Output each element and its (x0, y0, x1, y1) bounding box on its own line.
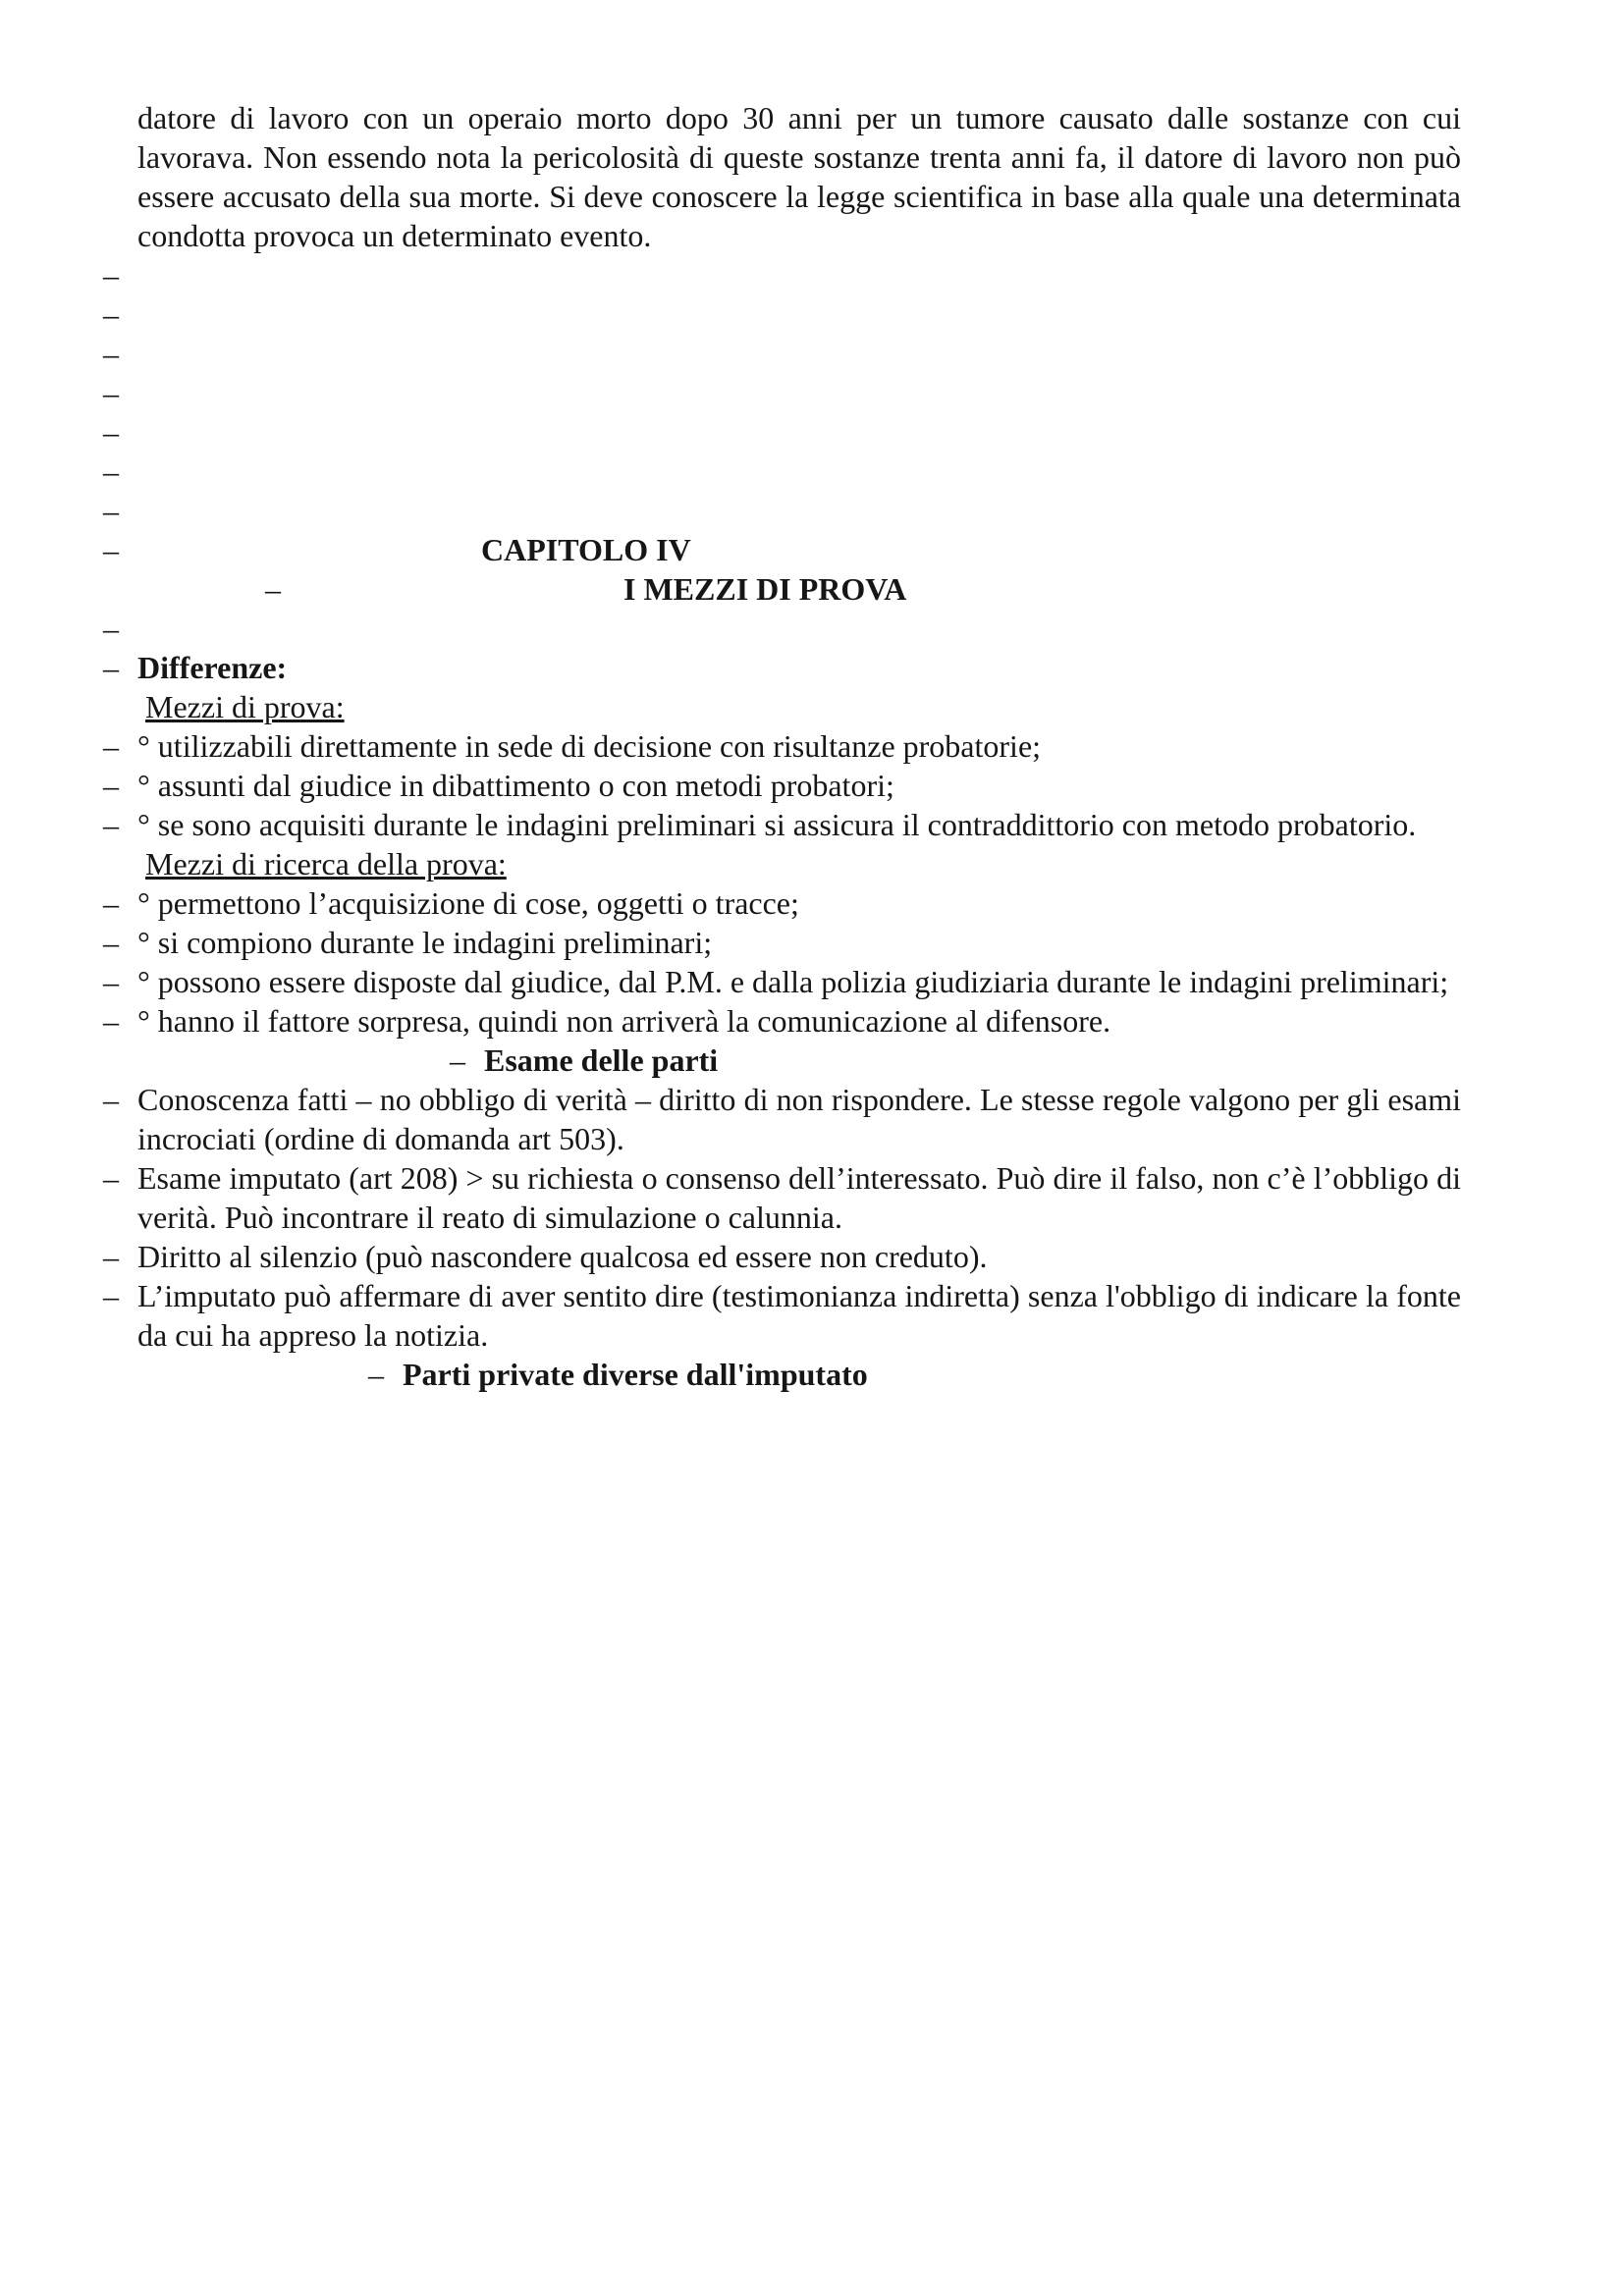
bullet-dash: – (103, 532, 119, 567)
empty-bullet-row (103, 452, 1461, 491)
bullet-dash: – (103, 1082, 119, 1117)
empty-bullet-row (103, 334, 1461, 373)
list-item-text: ° permettono l’acquisizione di cose, oggetti o tracce; (137, 885, 799, 921)
bullet-dash: – (103, 1278, 119, 1313)
empty-bullet-row (103, 491, 1461, 530)
section-heading-parti-private (103, 1355, 1461, 1394)
bullet-dash: – (368, 1357, 384, 1392)
list-item (103, 1158, 1461, 1237)
bullet-dash: – (103, 414, 119, 450)
differenze-label: Differenze: (137, 650, 288, 685)
section-heading-mezzi-di-prova (103, 687, 1461, 726)
list-item-text: ° utilizzabili direttamente in sede di decisione con risultanze probatorie; (137, 728, 1042, 764)
chapter-number-heading: CAPITOLO IV (481, 532, 691, 567)
empty-bullet-row (103, 255, 1461, 294)
bullet-dash: – (103, 611, 119, 646)
list-item (103, 883, 1461, 923)
list-item-text: L’imputato può affermare di aver sentito dire (testimonianza indiretta) senza l'obbligo di indicare la fonte da cui ha appreso la notizia. (137, 1278, 1461, 1353)
bullet-dash: – (103, 493, 119, 528)
empty-bullet-row (103, 412, 1461, 452)
bullet-dash: – (103, 1239, 119, 1274)
mezzi-di-prova-heading: Mezzi di prova: (145, 689, 345, 724)
list-item (103, 766, 1461, 805)
bullet-dash: – (103, 650, 119, 685)
bullet-dash: – (103, 336, 119, 371)
list-item-text: ° se sono acquisiti durante le indagini preliminari si assicura il contraddittorio con metodo probatorio. (137, 807, 1417, 842)
list-item-text: ° si compiono durante le indagini preliminari; (137, 925, 713, 960)
bullet-dash: – (103, 768, 119, 803)
list-item (103, 962, 1461, 1001)
list-item (103, 1276, 1461, 1355)
bullet-dash: – (103, 964, 119, 999)
section-heading-esame-delle-parti (103, 1041, 1461, 1080)
chapter-number-row (103, 530, 1461, 569)
list-item (103, 1001, 1461, 1041)
list-item (103, 1237, 1461, 1276)
section-heading-mezzi-di-ricerca (103, 844, 1461, 883)
list-item (103, 726, 1461, 766)
parti-private-heading: Parti private diverse dall'imputato (403, 1357, 868, 1392)
list-item-text: Diritto al silenzio (può nascondere qualcosa ed essere non creduto). (137, 1239, 988, 1274)
list-item-differenze (103, 648, 1461, 687)
bullet-dash: – (103, 1003, 119, 1039)
esame-delle-parti-heading: Esame delle parti (484, 1042, 719, 1078)
list-item-text: ° assunti dal giudice in dibattimento o con metodi probatori; (137, 768, 894, 803)
bullet-dash: – (103, 454, 119, 489)
empty-bullet-row (103, 373, 1461, 412)
list-item-text: Conoscenza fatti – no obbligo di verità – diritto di non rispondere. Le stesse regole valgono per gli esami incrociati (ordine di domanda art 503). (137, 1082, 1461, 1156)
empty-bullet-row (103, 609, 1461, 648)
list-item-text: Esame imputato (art 208) > su richiesta o consenso dell’interessato. Può dire il falso, non c’è l’obbligo di verità. Può incontrare il reato di simulazione o calunnia. (137, 1160, 1461, 1235)
list-item (103, 923, 1461, 962)
list-item-text: ° hanno il fattore sorpresa, quindi non arriverà la comunicazione al difensore. (137, 1003, 1111, 1039)
intro-paragraph: datore di lavoro con un operaio morto dopo 30 anni per un tumore causato dalle sostanze con cui lavorava. Non essendo nota la pericolosità di queste sostanze trenta anni fa, il datore di lavoro non può essere accusato della sua morte. Si deve conoscere la legge scientifica in base alla quale una determinata condotta provoca un determinato evento. (137, 100, 1461, 253)
bullet-dash: – (103, 296, 119, 332)
bullet-dash: – (265, 571, 281, 607)
bullet-dash: – (103, 1160, 119, 1196)
bullet-dash: – (103, 807, 119, 842)
mezzi-di-ricerca-heading: Mezzi di ricerca della prova: (145, 846, 507, 881)
bullet-dash: – (103, 375, 119, 410)
list-item-text: ° possono essere disposte dal giudice, dal P.M. e dalla polizia giudiziaria durante le indagini preliminari; (137, 964, 1449, 999)
bullet-dash: – (103, 728, 119, 764)
bullet-dash: – (450, 1042, 465, 1078)
bullet-dash: – (103, 257, 119, 293)
list-item (103, 805, 1461, 844)
chapter-title-heading: I MEZZI DI PROVA (623, 571, 907, 607)
empty-bullet-row (103, 294, 1461, 334)
bullet-dash: – (103, 885, 119, 921)
list-item (103, 1080, 1461, 1158)
chapter-title-row (103, 569, 1461, 609)
bullet-dash: – (103, 925, 119, 960)
